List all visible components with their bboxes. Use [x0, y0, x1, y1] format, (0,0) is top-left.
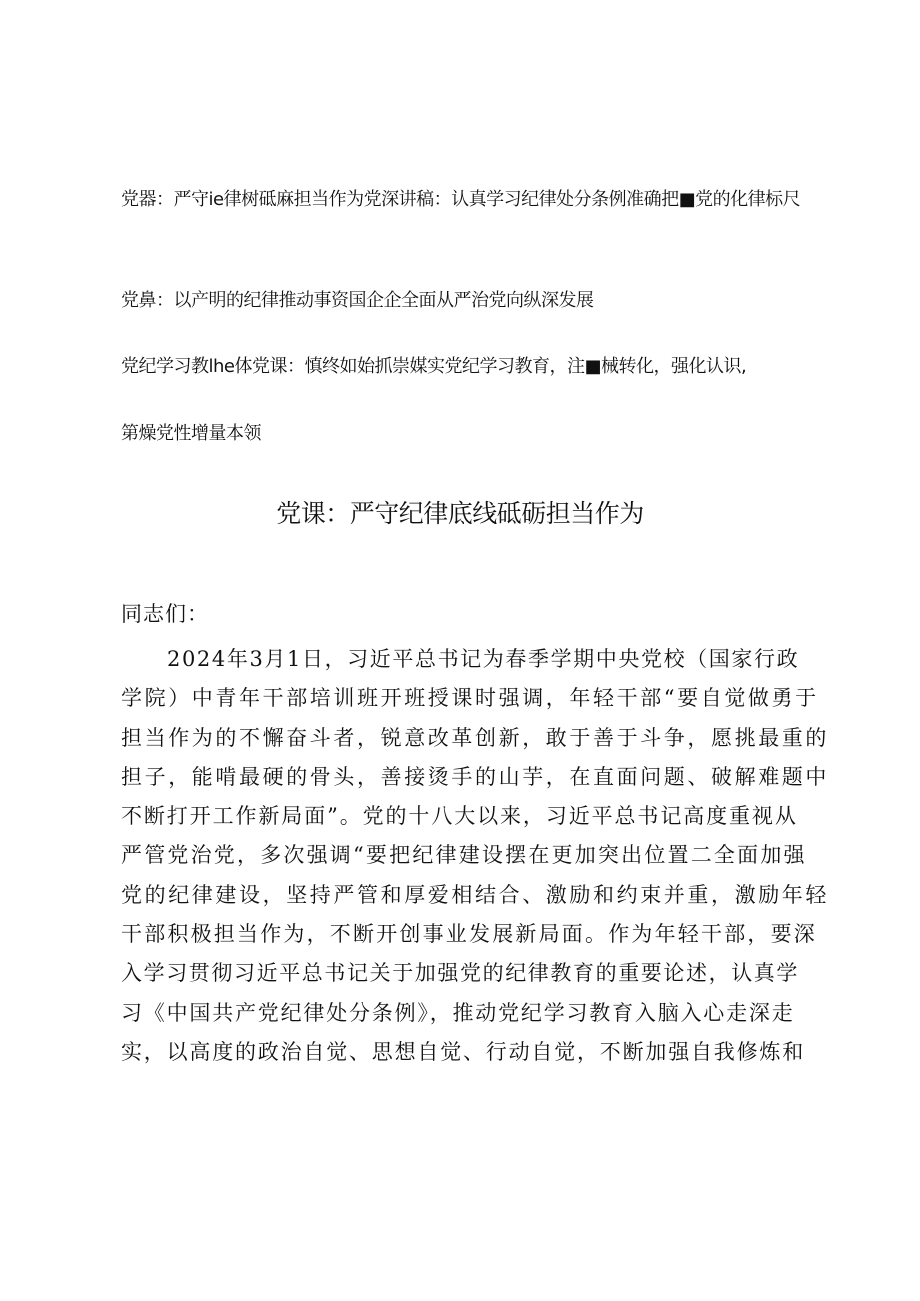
toc-entry-3-continuation: 第燥党性增量本领	[121, 423, 261, 444]
body-line: 学院）中青年干部培训班开班授课时强调，年轻干部“要自觉做勇于	[121, 686, 819, 711]
body-line: 党的纪律建设，坚持严管和厚爱相结合、激励和约束并重，激励年轻	[121, 882, 829, 907]
body-line: 担子，能啃最硬的骨头，善接烫手的山芋，在直面问题、破解难题中	[121, 764, 829, 789]
body-line: 2024年3月1日，习近平总书记为春季学期中央党校（国家行政	[167, 647, 800, 671]
body-line: 严管党治党，多次强调“要把纪律建设摆在更加突出位置二全面加强	[121, 843, 807, 868]
toc-entry-2: 党鼻：以产明的纪律推动事资国企企全面从严治党向纵深发展	[121, 290, 594, 311]
toc-entry-1: 党器：严守ie律树砥麻担当作为党深讲稿：认真学习纪律处分条例准确把■党的化律标尺	[121, 189, 801, 210]
toc-entry-3: 党纪学习教lhe体党课：慎终如始抓崇媒实党纪学习教育，注■械转化，强化认识,	[121, 356, 747, 377]
body-line: 实，以高度的政治自觉、思想自觉、行动自觉，不断加强自我修炼和	[121, 1039, 805, 1064]
body-line: 担当作为的不懈奋斗者，锐意改革创新，敢于善于斗争，愿挑最重的	[121, 725, 829, 750]
body-paragraph	[121, 640, 829, 1072]
salutation: 同志们：	[121, 602, 209, 626]
body-line: 不断打开工作新局面”。党的十八大以来，习近平总书记高度重视从	[121, 804, 798, 829]
body-line: 习《中国共产党纪律处分条例》，推动党纪学习教育入脑入心走深走	[121, 1000, 795, 1025]
body-line: 干部积极担当作为，不断开创事业发展新局面。作为年轻干部，要深	[121, 922, 817, 947]
body-line: 入学习贯彻习近平总书记关于加强党的纪律教育的重要论述，认真学	[121, 961, 799, 986]
document-title: 党课：严守纪律底线砥砺担当作为	[276, 499, 644, 528]
